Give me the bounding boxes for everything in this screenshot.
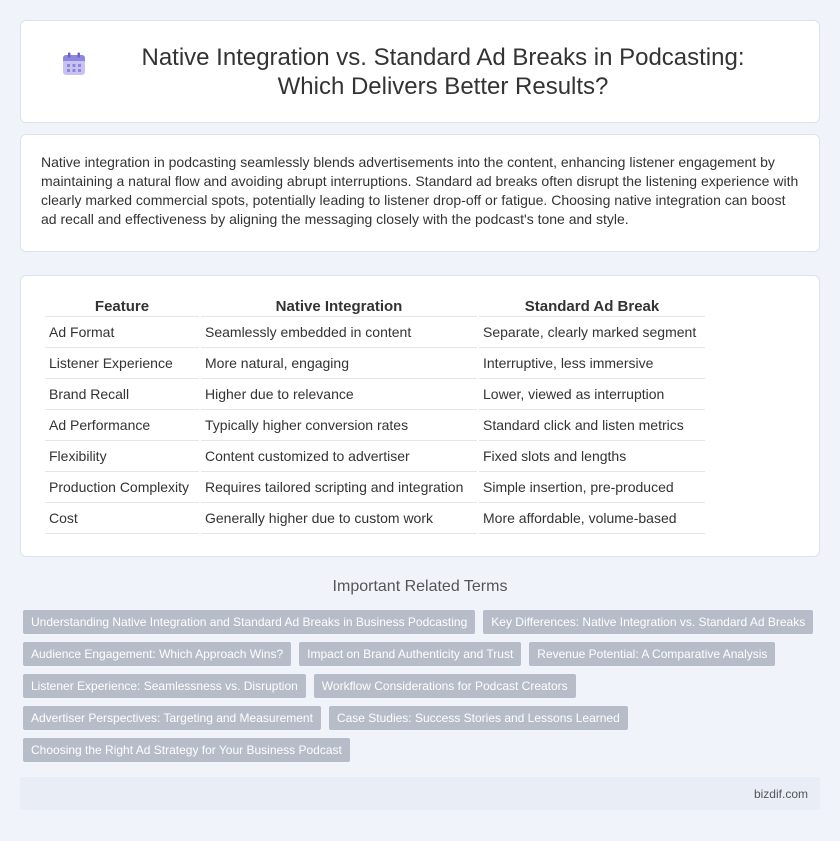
table-cell: Ad Performance bbox=[45, 410, 199, 441]
table-cell: Simple insertion, pre-produced bbox=[479, 472, 705, 503]
table-cell: Listener Experience bbox=[45, 348, 199, 379]
related-term-link[interactable]: Choosing the Right Ad Strategy for Your Business Podcast bbox=[23, 738, 350, 762]
table-row bbox=[45, 410, 705, 441]
table-header-row bbox=[45, 296, 705, 317]
intro-text: Native integration in podcasting seamlessly blends advertisements into the content, enhancing listener engagement by maintaining a natural flow and avoiding abrupt interruptions. Standard ad breaks often disrupt the listening experience with clearly marked commercial spots, potentially leading to listener drop-off or fatigue. Choosing native integration can boost ad recall and effectiveness by aligning the messaging closely with the podcast's tone and style. bbox=[41, 154, 799, 227]
page-title: Native Integration vs. Standard Ad Breaks in Podcasting: Which Delivers Better Results? bbox=[141, 43, 745, 100]
related-term-link[interactable]: Understanding Native Integration and Standard Ad Breaks in Business Podcasting bbox=[23, 610, 475, 634]
table-cell: Higher due to relevance bbox=[201, 379, 477, 410]
related-term-link[interactable]: Revenue Potential: A Comparative Analysis bbox=[529, 642, 775, 666]
table-cell: Standard click and listen metrics bbox=[479, 410, 705, 441]
related-terms-heading: Important Related Terms bbox=[332, 578, 508, 595]
table-cell: Production Complexity bbox=[45, 472, 199, 503]
table-cell: More natural, engaging bbox=[201, 348, 477, 379]
table-row bbox=[45, 379, 705, 410]
related-terms-list bbox=[23, 610, 823, 762]
table-cell: Requires tailored scripting and integration bbox=[201, 472, 477, 503]
table-cell: Fixed slots and lengths bbox=[479, 441, 705, 472]
table-cell: Content customized to advertiser bbox=[201, 441, 477, 472]
table-row bbox=[45, 503, 705, 534]
table-cell: Separate, clearly marked segment bbox=[479, 317, 705, 348]
table-cell: Cost bbox=[45, 503, 199, 534]
table-cell: Generally higher due to custom work bbox=[201, 503, 477, 534]
table-cell: Flexibility bbox=[45, 441, 199, 472]
header-native-integration: Native Integration bbox=[201, 296, 477, 317]
table-row bbox=[45, 348, 705, 379]
header-feature: Feature bbox=[45, 296, 199, 317]
table-cell: Ad Format bbox=[45, 317, 199, 348]
related-term-link[interactable]: Key Differences: Native Integration vs. Standard Ad Breaks bbox=[483, 610, 813, 634]
table-cell: Typically higher conversion rates bbox=[201, 410, 477, 441]
comparison-table-card bbox=[20, 275, 820, 557]
comparison-table bbox=[43, 296, 707, 534]
intro-card bbox=[20, 134, 820, 252]
table-row bbox=[45, 472, 705, 503]
title-card bbox=[20, 20, 820, 123]
related-term-link[interactable]: Case Studies: Success Stories and Lessons Learned bbox=[329, 706, 628, 730]
table-row bbox=[45, 317, 705, 348]
related-term-link[interactable]: Listener Experience: Seamlessness vs. Disruption bbox=[23, 674, 306, 698]
table-cell: Lower, viewed as interruption bbox=[479, 379, 705, 410]
table-cell: Interruptive, less immersive bbox=[479, 348, 705, 379]
calendar-icon bbox=[61, 51, 87, 77]
table-row bbox=[45, 441, 705, 472]
related-term-link[interactable]: Workflow Considerations for Podcast Creators bbox=[314, 674, 576, 698]
footer bbox=[20, 777, 820, 810]
related-term-link[interactable]: Impact on Brand Authenticity and Trust bbox=[299, 642, 521, 666]
footer-site-link[interactable]: bizdif.com bbox=[753, 786, 808, 801]
table-cell: More affordable, volume-based bbox=[479, 503, 705, 534]
title-wrap bbox=[21, 43, 819, 101]
related-term-link[interactable]: Audience Engagement: Which Approach Wins? bbox=[23, 642, 291, 666]
table-cell: Seamlessly embedded in content bbox=[201, 317, 477, 348]
table-cell: Brand Recall bbox=[45, 379, 199, 410]
related-term-link[interactable]: Advertiser Perspectives: Targeting and Measurement bbox=[23, 706, 321, 730]
header-standard-ad-break: Standard Ad Break bbox=[479, 296, 705, 317]
